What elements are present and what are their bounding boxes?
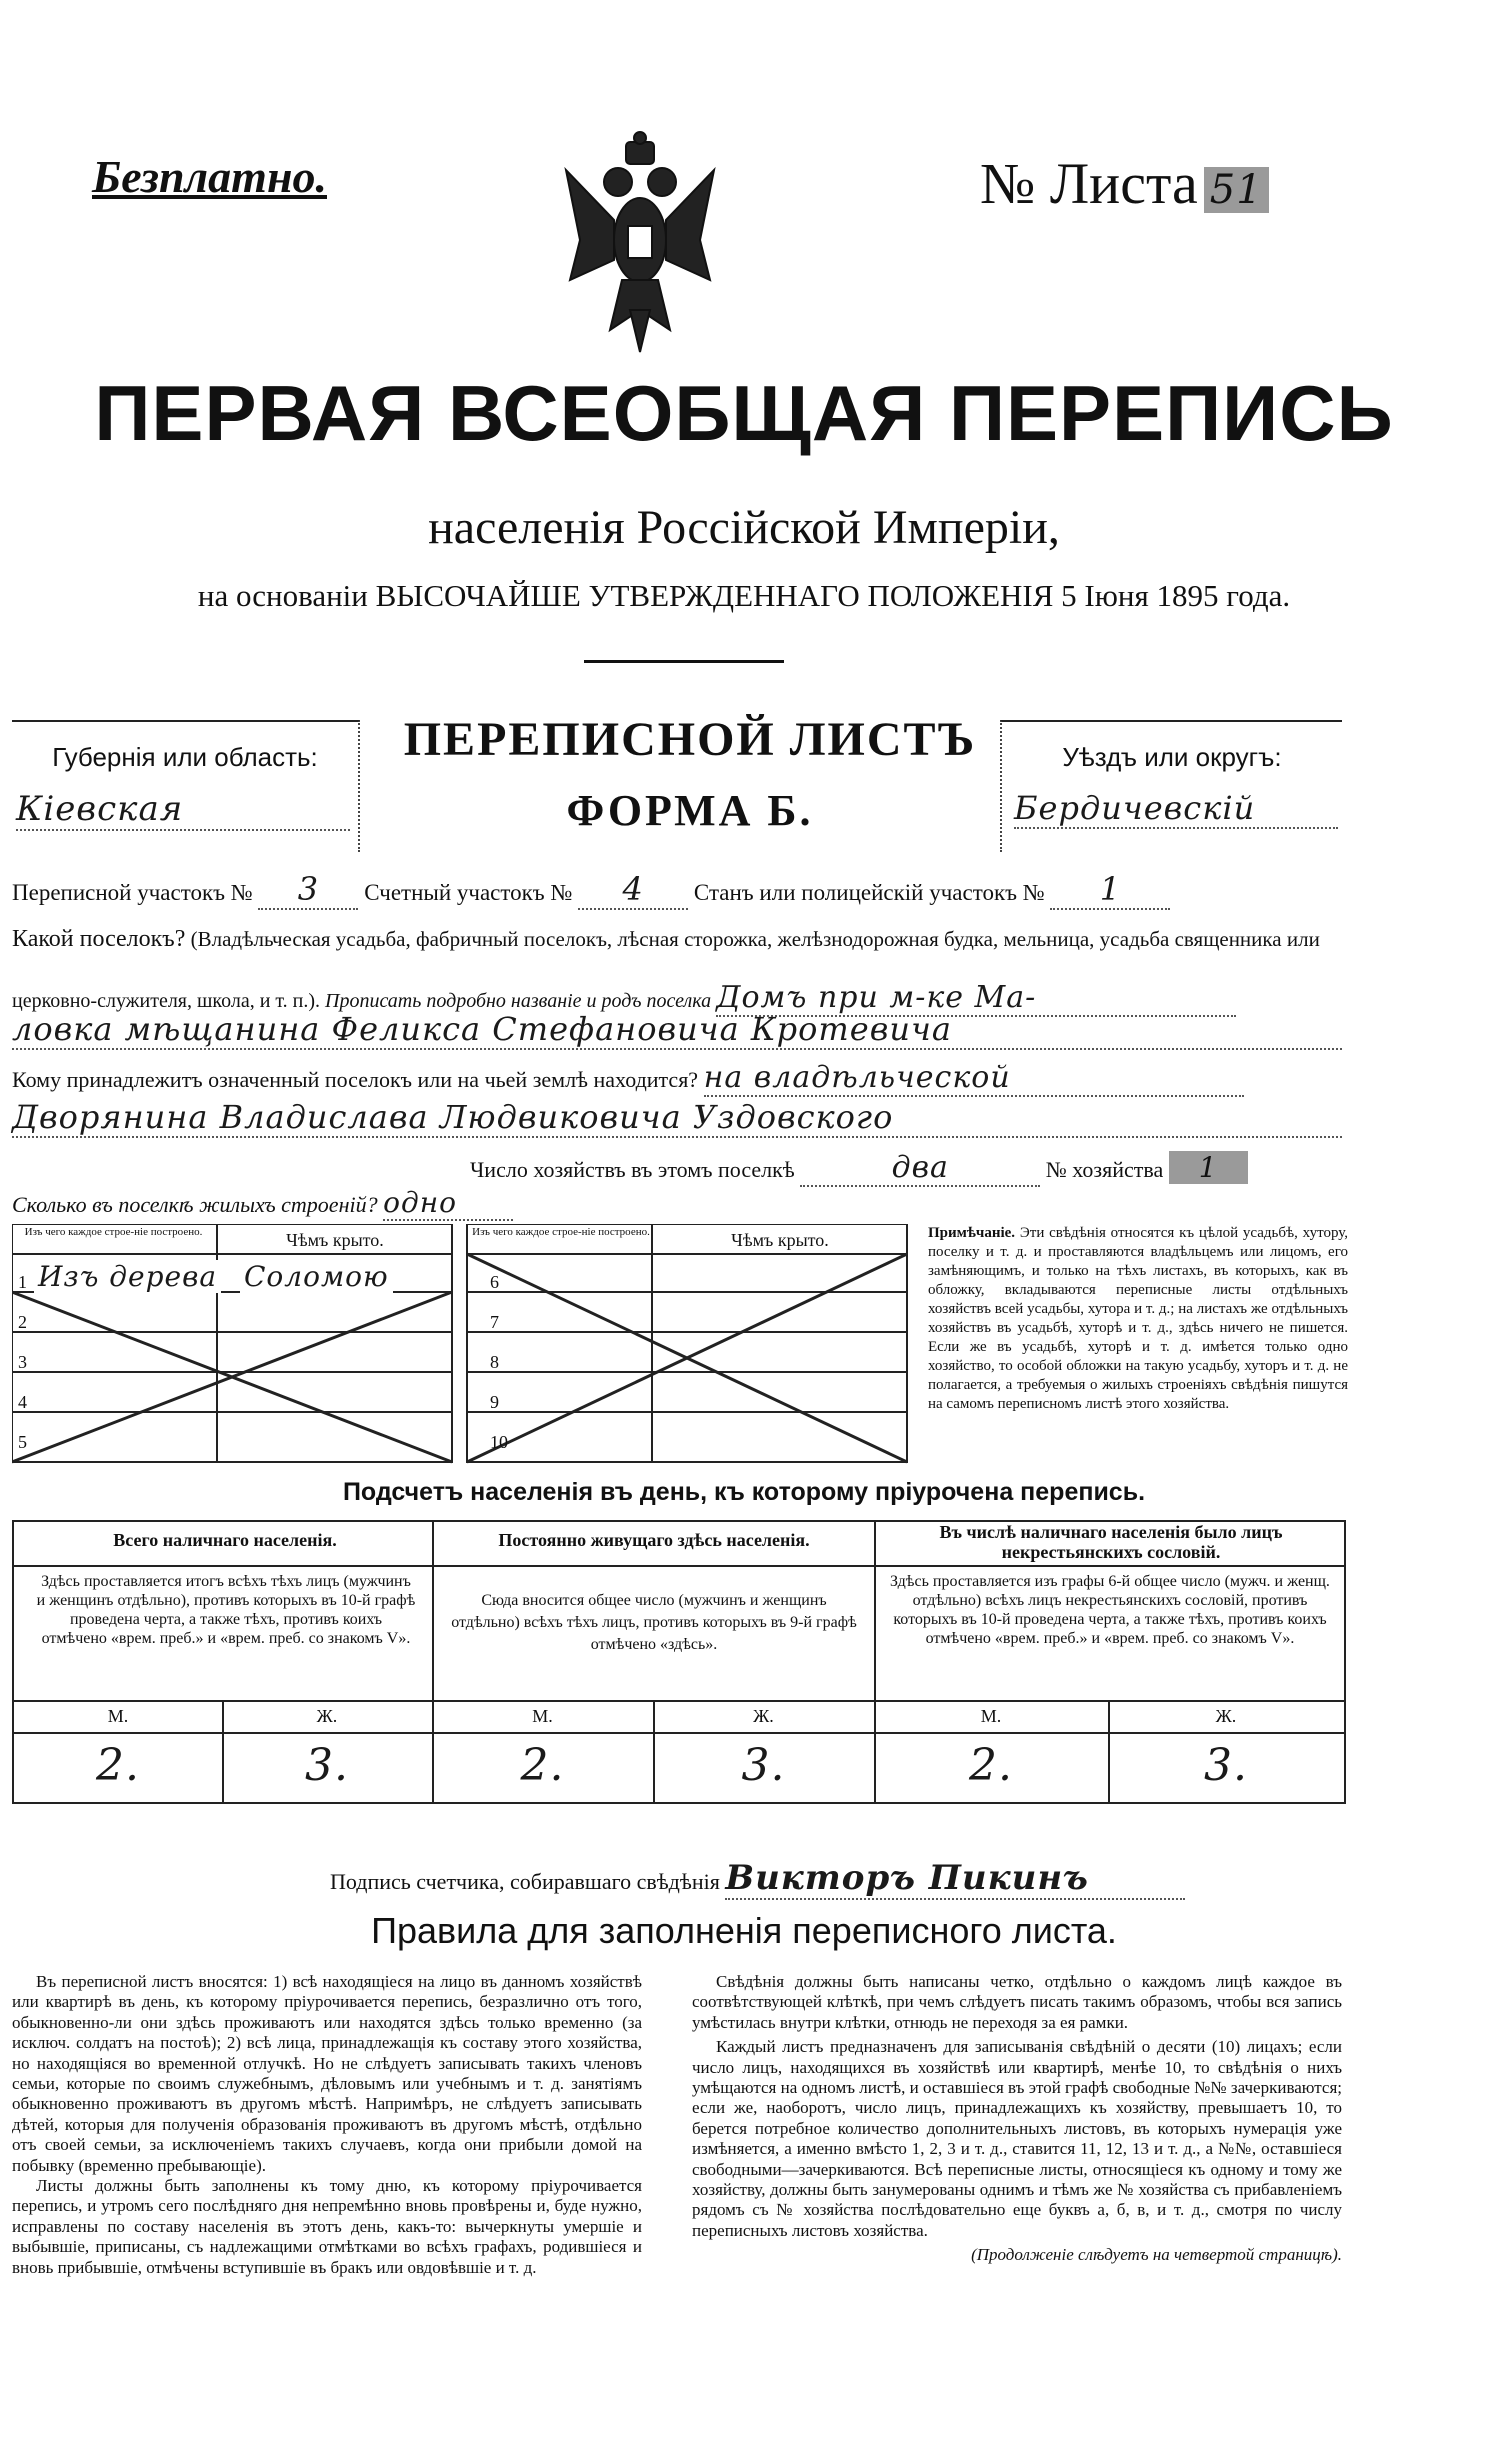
row1-material[interactable]: Изъ дерева bbox=[34, 1260, 221, 1293]
col-material-header-2: Изъ чего каждое строе-ніе построено. bbox=[472, 1226, 650, 1238]
row-numbers-right: 6 7 8 9 10 bbox=[490, 1272, 508, 1452]
schetny-value[interactable]: 4 bbox=[578, 870, 688, 910]
households-value[interactable]: два bbox=[800, 1150, 1040, 1187]
gubernia-box bbox=[12, 720, 360, 852]
household-no-value[interactable]: 1 bbox=[1169, 1151, 1248, 1184]
census-subtitle: населенія Россійской Имперіи, bbox=[428, 501, 1060, 554]
gubernia-value[interactable]: Кіевская bbox=[16, 789, 350, 831]
form-title-box bbox=[390, 712, 990, 836]
buildings-line: Сколько въ поселкѣ жилыхъ строеній? одно bbox=[12, 1186, 513, 1221]
districts-line: Переписной участокъ № 3 Счетный участокъ № 4 Станъ или полицейскій участокъ № 1 bbox=[12, 870, 1342, 910]
rules-heading: Правила для заполненія переписного листа. bbox=[371, 1910, 1117, 1951]
buildings-value[interactable]: одно bbox=[383, 1186, 513, 1221]
note: Примѣчаніе. Эти свѣдѣнія относятся къ цѣлой усадьбѣ, хутору, поселку и т. д. и проставляются владѣльцемъ или лицомъ, его замѣняющимъ, и только на тѣхъ листахъ, въ которыхъ, как въ обложку, вкладываются переписные листы отдѣльныхъ хозяйствъ всей усадьбы, хутора и т. д.; на листахъ же отдѣльныхъ хозяйствъ въ усадьбѣ, хуторѣ и т. д., здѣсь ничего не пишется. Если же въ усадьбѣ, хуторѣ и т. д. имѣется только одно хозяйство, то особой обложки на такую усадьбу, хуторъ и т. д. не полагается, а требуемыя о жилыхъ строеніяхъ свѣдѣнія пишутся на самомъ переписномъ листѣ этого хозяйства. bbox=[928, 1225, 1349, 1412]
count-col1-title: Всего наличнаго населенія. bbox=[113, 1530, 337, 1550]
row-numbers-left: 1 2 3 4 5 bbox=[18, 1272, 27, 1452]
total-male[interactable]: 2. bbox=[96, 1740, 140, 1791]
count-zh-header-2: Ж. bbox=[753, 1706, 774, 1726]
rules-left-column: Въ переписной листъ вносятся: 1) всѣ находящіеся на лицо въ данномъ хозяйствѣ или квартирѣ въ день, къ которому пріурочивается перепись, безразлично отъ того, обыкновенно-ли они здѣсь проживаютъ или находятся здѣсь только временно (за исключ. солдатъ на постоѣ); 2) всѣ лица, принадлежащія къ составу этого хозяйства, но находящіяся во временной отлучкѣ. Но не слѣдуетъ записывать такихъ членовъ семьи, которые по своимъ служебнымъ, дѣловымъ или учебнымъ и т. д. занятіямъ обыкновенно проживаютъ въ другомъ мѣстѣ. Напримѣръ, не слѣдуетъ записывать дѣтей, которыя для полученія образованія проживаютъ въ другомъ мѣстѣ, отдѣльно отъ своей семьи, за исключеніемъ такихъ случаевъ, когда они прибыли домой на побывку (временно пребывающіе). Листы должны быть заполнены къ тому дню, къ которому пріурочивается перепись, и утромъ сего послѣдняго дня непремѣнно вновь провѣрены и, буде нужно, исправлены по составу населенія въ этотъ день, какъ-то: вычеркнуты умершіе и выбывшіе, приписаны, съ надлежащими отмѣтками во всѣхъ графахъ, родившіеся и вновь прибывшіе, отмѣчены вступившіе въ бракъ или овдовѣвшіе и т. д. bbox=[12, 1972, 642, 2277]
uezd-value[interactable]: Бердичевскій bbox=[1014, 789, 1338, 829]
count-m-header: М. bbox=[107, 1706, 129, 1726]
col-roof-header: Чѣмъ крыто. bbox=[286, 1230, 384, 1250]
count-zh-header: Ж. bbox=[316, 1706, 338, 1726]
count-col2-title: Постоянно живущаго здѣсь населенія. bbox=[498, 1530, 810, 1550]
signature-value[interactable]: Викторъ Пикинъ bbox=[725, 1858, 1185, 1900]
sheet-number-label: № Листа 51 bbox=[980, 150, 1269, 217]
count-col3-title: Въ числѣ наличнаго населенія было лицъ некрестьянскихъ сословій. bbox=[939, 1522, 1283, 1562]
form-name: ФОРМА Б. bbox=[566, 786, 814, 835]
double-headed-eagle-emblem bbox=[560, 130, 720, 360]
uezd-label: Уѣздъ или округъ: bbox=[1062, 742, 1282, 772]
owner-line: Кому принадлежитъ означенный поселокъ или на чьей землѣ находится? на владѣльческой bbox=[12, 1060, 1342, 1097]
row1-roof[interactable]: Соломою bbox=[240, 1260, 393, 1293]
total-female[interactable]: 3. bbox=[305, 1740, 349, 1791]
count-m-header-3: М. bbox=[980, 1706, 1002, 1726]
settlement-question: Какой поселокъ? (Владѣльческая усадьба, фабричный поселокъ, лѣсная сторожка, желѣзнодорожная будка, мельница, усадьба священника или bbox=[12, 926, 1320, 952]
rules-right-column: Свѣдѣнія должны быть написаны четко, отдѣльно о каждомъ лицѣ каждое въ соотвѣтствующей клѣткѣ, при чемъ слѣдуетъ писать такимъ образомъ, чтобы вся запись умѣстилась внутри клѣтки, отнюдь не переходя за ея рамки. Каждый листъ предназначенъ для записыванія свѣдѣній о десяти (10) лицахъ; если число лицъ, находящихся въ хозяйствѣ или квартирѣ, менѣе 10, то свѣдѣнія о нихъ умѣщаются на одномъ листѣ, и оставшіеся въ этой графѣ свободные №№ зачеркиваются; если же, наоборотъ, число лицъ, принадлежащихъ къ хозяйству, превышаетъ 10, то берется потребное количество дополнительныхъ листовъ, въ которыхъ нумерація уже измѣняется, а именно вмѣсто 1, 2, 3 и т. д., ставится 11, 12, 13 и т. д., а №№, оставшіеся свободными—зачеркиваются. Всѣ переписные листы, относящіеся къ одному и тому же хозяйству, должны быть занумерованы однимъ и тѣмъ же № хозяйства съ прибавленіемъ рядомъ съ № хозяйства послѣдовательно еще буквъ а, б, в, и т. д., смотря по числу переписныхъ листовъ хозяйства. (Продолженіе слѣдуетъ на четвертой страницѣ). bbox=[692, 1972, 1342, 2265]
count-m-header-2: М. bbox=[532, 1706, 553, 1726]
count-col2-text: Сюда вносится общее число (мужчинъ и женщинъ отдѣльно) всѣхъ тѣхъ лицъ, противъ которыхъ въ 9-й графѣ отмѣчено «здѣсь». bbox=[451, 1592, 857, 1653]
census-title: ПЕРВАЯ ВСЕОБЩАЯ ПЕРЕПИСЬ bbox=[94, 369, 1394, 457]
households-line: Число хозяйствъ въ этомъ поселкѣ два № хозяйства 1 bbox=[470, 1150, 1340, 1187]
settlement-value-1[interactable]: Домъ при м-ке Ма- bbox=[716, 980, 1236, 1017]
divider bbox=[584, 660, 784, 663]
free-label: Безплатно. bbox=[92, 151, 327, 202]
col-roof-header-2: Чѣмъ крыто. bbox=[731, 1230, 829, 1250]
col-material-header: Изъ чего каждое строе-ніе построено. bbox=[24, 1226, 203, 1238]
stan-value[interactable]: 1 bbox=[1050, 870, 1170, 910]
sheet-number-value: 51 bbox=[1204, 167, 1269, 213]
count-col1-text: Здѣсь проставляется итогъ всѣхъ тѣхъ лицъ (мужчинъ и женщинъ отдѣльно), противъ которыхъ въ 10-й графѣ проведена черта, а также тѣхъ, противъ коихъ отмѣчено «врем. преб.» и «врем. преб. со знакомъ V». bbox=[36, 1573, 416, 1647]
owner-value-2[interactable]: Дворянина Владислава Людвиковича Уздовского bbox=[12, 1098, 1342, 1138]
signature-line: Подпись счетчика, собиравшаго свѣдѣнія Викторъ Пикинъ bbox=[330, 1858, 1185, 1900]
resident-female[interactable]: 3. bbox=[741, 1740, 786, 1791]
gubernia-label: Губернія или область: bbox=[52, 742, 318, 772]
uezd-box bbox=[1000, 720, 1342, 852]
owner-value-1[interactable]: на владѣльческой bbox=[704, 1060, 1244, 1097]
settlement-hint-line: церковно-служителя, школа, и т. п.). Прописать подробно названіе и родъ поселка Домъ при м-ке Ма- bbox=[12, 980, 1342, 1017]
nonpeasant-male[interactable]: 2. bbox=[969, 1740, 1013, 1791]
settlement-value-2[interactable]: ловка мѣщанина Феликса Стефановича Кротевича bbox=[12, 1010, 1342, 1050]
count-zh-header-3: Ж. bbox=[1215, 1706, 1237, 1726]
count-col3-text: Здѣсь проставляется изъ графы 6-й общее число (мужч. и женщ. отдѣльно) всѣхъ лицъ некрестьянскихъ сословій, противъ которыхъ въ 10-й проведена черта, а также тѣхъ, противъ коихъ отмѣчено «врем. преб.» и «врем. преб. со знакомъ V». bbox=[890, 1573, 1330, 1647]
resident-male[interactable]: 2. bbox=[520, 1740, 565, 1791]
count-heading: Подсчетъ населенія въ день, къ которому пріурочена перепись. bbox=[342, 1478, 1146, 1506]
nonpeasant-female[interactable]: 3. bbox=[1204, 1740, 1248, 1791]
sheet-title: ПЕРЕПИСНОЙ ЛИСТЪ bbox=[403, 713, 977, 766]
uchastok-value[interactable]: 3 bbox=[258, 870, 358, 910]
census-basis: на основаніи ВЫСОЧАЙШЕ УТВЕРЖДЕННАГО ПОЛОЖЕНІЯ 5 Іюня 1895 года. bbox=[197, 578, 1291, 613]
